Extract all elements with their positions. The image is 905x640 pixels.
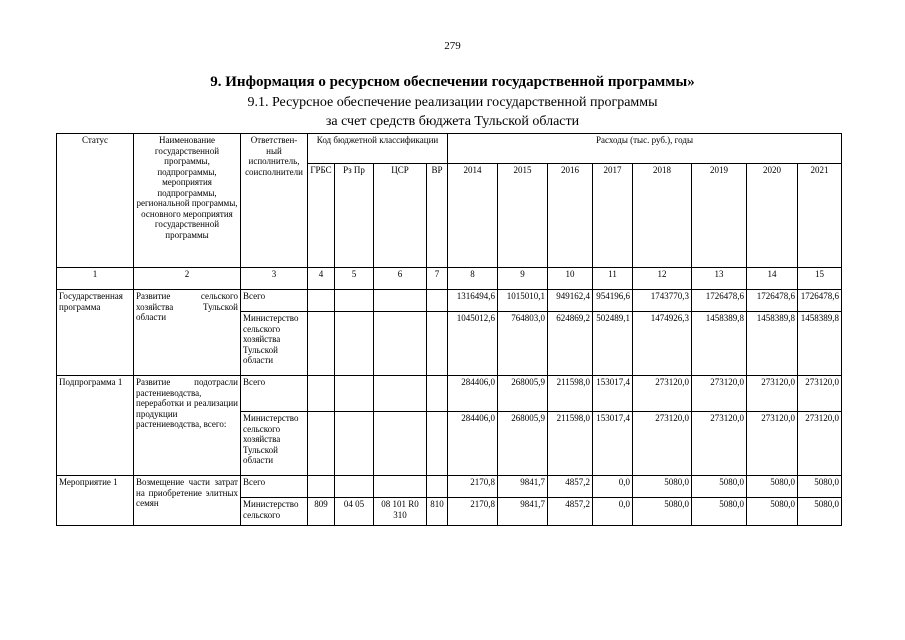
row-executor: Министерство сельского хозяйства Тульской области [241, 312, 308, 376]
col-number: 3 [241, 268, 308, 290]
row-csr [374, 412, 427, 476]
header-vr: ВР [427, 164, 448, 268]
row-value: 211598,0 [548, 412, 593, 476]
header-expenses: Расходы (тыс. руб.), годы [448, 134, 842, 164]
row-executor: Всего [241, 376, 308, 412]
row-name: Развитие подотрасли растениеводства, переработки и реализации продукции растениеводства, всего: [134, 376, 241, 476]
col-number: 13 [692, 268, 747, 290]
row-value: 1015010,1 [498, 290, 548, 312]
row-value: 5080,0 [692, 498, 747, 526]
col-number: 15 [798, 268, 842, 290]
col-number: 14 [747, 268, 798, 290]
header-year: 2017 [593, 164, 633, 268]
row-vr: 810 [427, 498, 448, 526]
row-value: 153017,4 [593, 376, 633, 412]
col-number: 4 [308, 268, 335, 290]
table-row [57, 290, 842, 312]
row-value: 2170,8 [448, 476, 498, 498]
row-value: 954196,6 [593, 290, 633, 312]
row-csr [374, 312, 427, 376]
row-csr [374, 290, 427, 312]
row-grbs [308, 476, 335, 498]
row-value: 273120,0 [633, 412, 692, 476]
row-value: 949162,4 [548, 290, 593, 312]
row-rzpr [335, 476, 374, 498]
row-name: Возмещение части затрат на приобретение элитных семян [134, 476, 241, 526]
col-number: 5 [335, 268, 374, 290]
row-rzpr [335, 412, 374, 476]
header-name: Наименование государственной программы, подпрограммы, мероприятия подпрограммы, региональной программы, основного мероприятия государственной программы [134, 134, 241, 268]
row-value: 273120,0 [692, 376, 747, 412]
row-value: 273120,0 [798, 412, 842, 476]
header-year: 2020 [747, 164, 798, 268]
header-year: 2015 [498, 164, 548, 268]
row-value: 5080,0 [798, 476, 842, 498]
header-year: 2014 [448, 164, 498, 268]
header-year: 2016 [548, 164, 593, 268]
row-value: 268005,9 [498, 412, 548, 476]
row-rzpr: 04 05 [335, 498, 374, 526]
header-budget-code: Код бюджетной классификации [308, 134, 448, 164]
row-value: 273120,0 [798, 376, 842, 412]
page-number: 279 [444, 40, 461, 52]
row-executor: Всего [241, 290, 308, 312]
row-value: 1045012,6 [448, 312, 498, 376]
row-value: 268005,9 [498, 376, 548, 412]
row-executor: Министерство сельского хозяйства Тульской области [241, 412, 308, 476]
row-value: 1458389,8 [747, 312, 798, 376]
row-value: 273120,0 [692, 412, 747, 476]
row-value: 1316494,6 [448, 290, 498, 312]
section-title: 9. Информация о ресурсном обеспечении государственной программы» [210, 74, 695, 90]
col-number: 7 [427, 268, 448, 290]
col-number: 9 [498, 268, 548, 290]
header-rzpr: Рз Пр [335, 164, 374, 268]
row-value: 1743770,3 [633, 290, 692, 312]
row-vr [427, 376, 448, 412]
header-responsible: Ответствен-ный исполнитель, соисполнители [241, 134, 308, 268]
row-value: 9841,7 [498, 498, 548, 526]
col-number: 2 [134, 268, 241, 290]
row-csr: 08 101 R0 310 [374, 498, 427, 526]
header-year: 2019 [692, 164, 747, 268]
row-vr [427, 290, 448, 312]
row-csr [374, 476, 427, 498]
row-rzpr [335, 376, 374, 412]
row-value: 5080,0 [633, 498, 692, 526]
row-csr [374, 376, 427, 412]
row-value: 5080,0 [692, 476, 747, 498]
table-row [57, 376, 842, 412]
col-number: 1 [57, 268, 134, 290]
row-executor: Министерство сельского [241, 498, 308, 526]
row-value: 0,0 [593, 476, 633, 498]
row-value: 1458389,8 [692, 312, 747, 376]
row-grbs [308, 312, 335, 376]
row-value: 1458389,8 [798, 312, 842, 376]
header-year: 2021 [798, 164, 842, 268]
col-number: 11 [593, 268, 633, 290]
header-csr: ЦСР [374, 164, 427, 268]
row-value: 5080,0 [747, 498, 798, 526]
row-value: 284406,0 [448, 376, 498, 412]
row-value: 502489,1 [593, 312, 633, 376]
row-value: 764803,0 [498, 312, 548, 376]
header-status: Статус [57, 134, 134, 268]
row-grbs: 809 [308, 498, 335, 526]
row-value: 5080,0 [747, 476, 798, 498]
col-number: 12 [633, 268, 692, 290]
row-value: 1726478,6 [692, 290, 747, 312]
row-value: 4857,2 [548, 498, 593, 526]
resource-table [56, 133, 842, 526]
row-value: 153017,4 [593, 412, 633, 476]
row-value: 4857,2 [548, 476, 593, 498]
row-value: 1726478,6 [747, 290, 798, 312]
header-grbs: ГРБС [308, 164, 335, 268]
row-value: 5080,0 [798, 498, 842, 526]
row-value: 5080,0 [633, 476, 692, 498]
row-value: 1474926,3 [633, 312, 692, 376]
row-vr [427, 476, 448, 498]
row-value: 273120,0 [747, 376, 798, 412]
col-number: 6 [374, 268, 427, 290]
row-status: Мероприятие 1 [57, 476, 134, 526]
row-executor: Всего [241, 476, 308, 498]
header-year: 2018 [633, 164, 692, 268]
row-value: 273120,0 [633, 376, 692, 412]
row-value: 2170,8 [448, 498, 498, 526]
row-value: 9841,7 [498, 476, 548, 498]
col-number: 8 [448, 268, 498, 290]
row-value: 273120,0 [747, 412, 798, 476]
row-value: 211598,0 [548, 376, 593, 412]
row-value: 624869,2 [548, 312, 593, 376]
table-row [57, 476, 842, 498]
row-grbs [308, 376, 335, 412]
row-grbs [308, 412, 335, 476]
row-vr [427, 412, 448, 476]
col-number: 10 [548, 268, 593, 290]
row-vr [427, 312, 448, 376]
row-value: 284406,0 [448, 412, 498, 476]
row-grbs [308, 290, 335, 312]
row-rzpr [335, 312, 374, 376]
row-status: Государственная программа [57, 290, 134, 376]
row-value: 0,0 [593, 498, 633, 526]
row-status: Подпрограмма 1 [57, 376, 134, 476]
subsection-title-line2: за счет средств бюджета Тульской области [325, 114, 580, 129]
row-value: 1726478,6 [798, 290, 842, 312]
row-name: Развитие сельского хозяйства Тульской области [134, 290, 241, 376]
subsection-title: 9.1. Ресурсное обеспечение реализации государственной программы [247, 95, 658, 110]
row-rzpr [335, 290, 374, 312]
